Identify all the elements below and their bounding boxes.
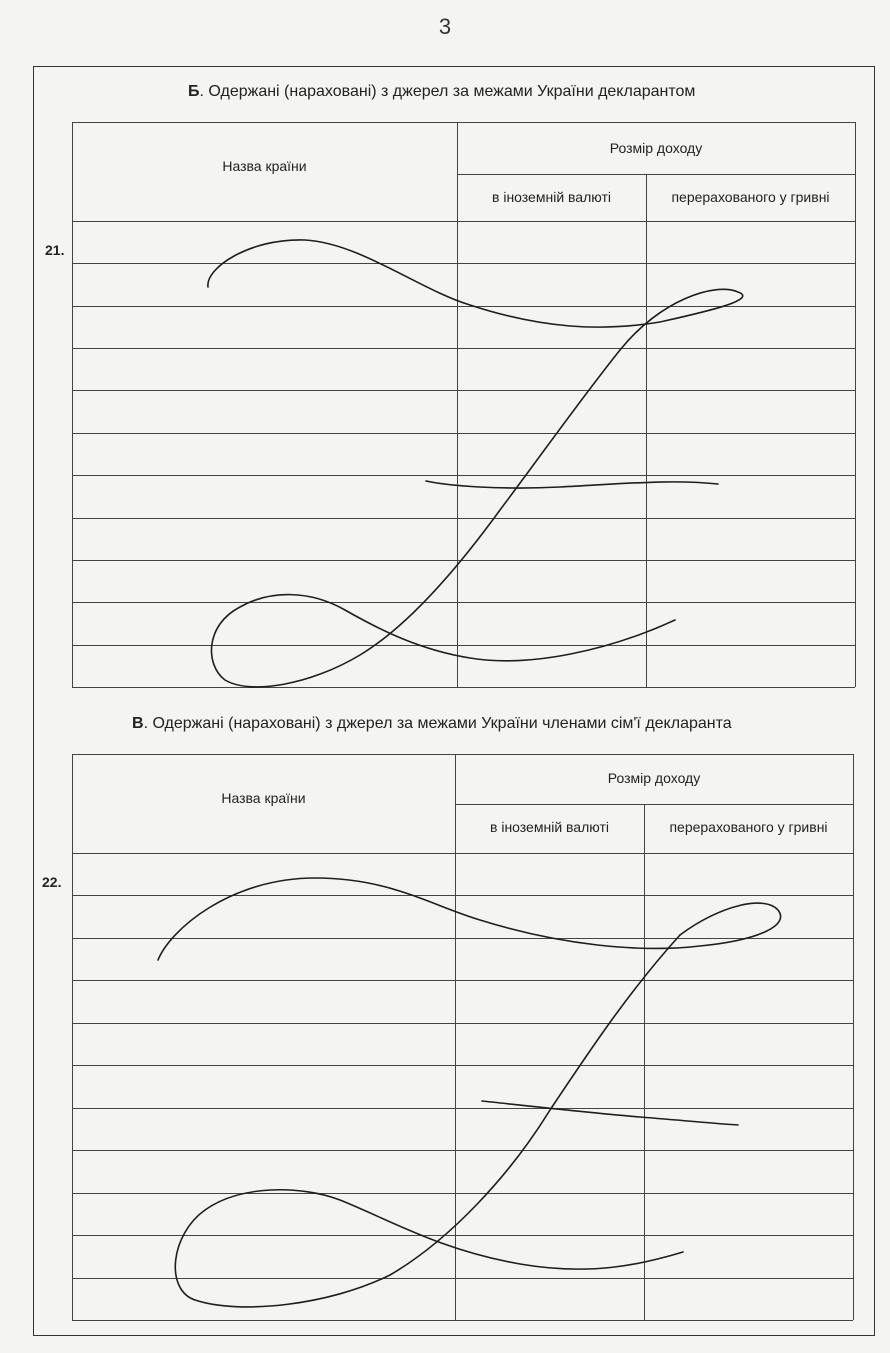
table-b-header-country: Назва країни: [222, 158, 307, 174]
table-c-header-foreign-currency: в іноземній валюті: [490, 819, 609, 835]
flourish-b-crossbar: [426, 481, 718, 488]
section-c-letter: В: [132, 715, 144, 732]
table-c-row-number: 22.: [42, 874, 62, 890]
section-b-letter: Б: [188, 83, 200, 100]
section-b-title-text: . Одержані (нараховані) з джерел за межами України декларантом: [199, 83, 696, 100]
section-c-title-text: . Одержані (нараховані) з джерел за межами України членами сім'ї декларанта: [143, 715, 732, 732]
table-c-header-uah: перерахованого у гривні: [669, 819, 828, 835]
flourish-c-crossbar: [482, 1101, 738, 1125]
flourish-c-top-loop: [158, 878, 781, 960]
table-c-header-income-size: Розмір доходу: [607, 770, 701, 786]
table-b-header-uah: перерахованого у гривні: [671, 189, 830, 205]
flourish-b-top-loop: [208, 240, 743, 350]
flourish-b-stem: [211, 350, 675, 687]
table-b-row-number: 21.: [45, 242, 65, 258]
table-b-header-foreign-currency: в іноземній валюті: [492, 189, 611, 205]
page-number: 3: [438, 14, 452, 39]
flourish-c-stem: [175, 935, 683, 1307]
table-b-header-income-size: Розмір доходу: [609, 140, 703, 156]
table-c-header-country: Назва країни: [221, 790, 306, 806]
